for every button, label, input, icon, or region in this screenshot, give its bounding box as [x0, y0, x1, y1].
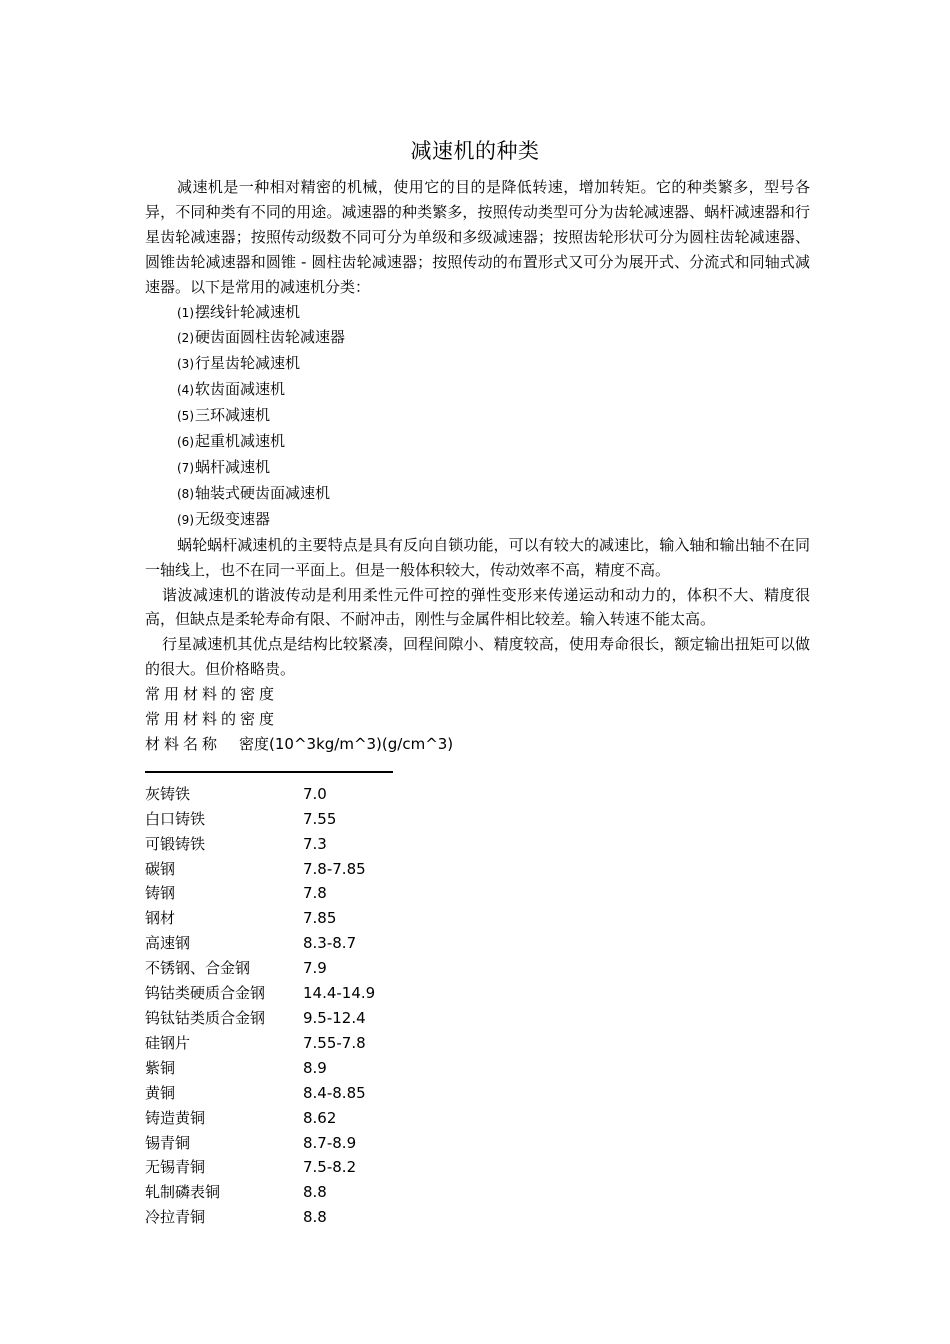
list-item — [145, 325, 810, 351]
table-row — [145, 1205, 375, 1230]
material-density: 7.9 — [303, 959, 327, 978]
material-density: 8.4-8.85 — [303, 1083, 366, 1102]
list-item — [145, 351, 810, 377]
material-name: 钨钛钴类质合金钢 — [145, 1009, 266, 1027]
material-density: 8.7-8.9 — [303, 1133, 357, 1152]
material-name: 高速钢 — [145, 934, 191, 953]
material-name: 钨钴类硬质合金钢 — [145, 984, 266, 1003]
density-table — [145, 782, 375, 1230]
table-row — [145, 1081, 375, 1106]
material-density: 7.55-7.8 — [303, 1033, 366, 1052]
density-heading: 常用材料的密度 — [145, 685, 279, 704]
material-name-header: 材料名称 — [145, 734, 222, 753]
material-density: 7.5-8.2 — [303, 1158, 357, 1177]
list-item — [145, 403, 810, 429]
table-row — [145, 1131, 375, 1156]
list-item-number: (5) — [177, 409, 194, 424]
material-density: 7.8 — [303, 884, 327, 903]
table-row — [145, 906, 375, 931]
table-row — [145, 807, 375, 832]
table-row — [145, 857, 375, 882]
table-row — [145, 1006, 375, 1031]
material-name: 白口铸铁 — [145, 809, 206, 828]
material-density: 8.9 — [303, 1058, 327, 1077]
list-item-number: (1) — [177, 305, 194, 320]
table-row — [145, 1155, 375, 1180]
density-value-header: 密度(10^3kg/m^3)(g/cm^3) — [239, 734, 454, 753]
material-density: 7.55 — [303, 809, 337, 828]
list-item-number: (8) — [177, 486, 194, 501]
material-density: 14.4-14.9 — [303, 984, 376, 1003]
density-heading-repeat: 常用材料的密度 — [145, 710, 279, 729]
material-name: 钢材 — [145, 909, 176, 928]
reducer-type-list — [145, 300, 810, 533]
intro-paragraph: 减速机是一种相对精密的机械，使用它的目的是降低转速，增加转矩。它的种类繁多，型号各异，不同种类有不同的用途。减速器的种类繁多，按照传动类型可分为齿轮减速器、蜗杆减速器和行星齿轮减速器；按照传动级数不同可分为单级和多级减速器；按照齿轮形状可分为圆柱齿轮减速器、圆锥齿轮减速器和圆锥 - 圆柱齿轮减速器；按照传动的布置形式又可分为展开式、分流式和同轴式减速器。以下是常用的减速机分类： — [145, 178, 810, 296]
material-density: 9.5-12.4 — [303, 1009, 366, 1027]
list-item-label: 硬齿面圆柱齿轮减速器 — [195, 328, 346, 347]
material-name: 锡青铜 — [145, 1133, 191, 1152]
list-item — [145, 507, 810, 533]
list-item-label: 轴装式硬齿面减速机 — [195, 483, 331, 502]
page-title: 减速机的种类 — [410, 139, 540, 163]
planetary-reducer-paragraph: 行星减速机其优点是结构比较紧凑，回程间隙小、精度较高，使用寿命很长，额定输出扭矩可以做的很大。但价格略贵。 — [145, 635, 810, 679]
density-table-header — [145, 732, 810, 757]
material-name: 紫铜 — [145, 1058, 176, 1077]
material-name: 硅钢片 — [145, 1033, 191, 1052]
table-row — [145, 881, 375, 906]
material-density: 8.8 — [303, 1183, 327, 1202]
material-name: 铸造黄铜 — [145, 1108, 206, 1127]
material-name: 碳钢 — [145, 859, 176, 878]
list-item — [145, 429, 810, 455]
list-item-label: 行星齿轮减速机 — [195, 354, 301, 373]
material-density: 8.8 — [303, 1208, 327, 1227]
list-item-number: (7) — [177, 460, 194, 475]
table-row — [145, 1106, 375, 1131]
material-density: 8.62 — [303, 1108, 337, 1127]
table-row — [145, 981, 375, 1006]
material-density: 7.3 — [303, 834, 327, 853]
material-name: 不锈钢、合金钢 — [145, 959, 251, 978]
material-name: 铸钢 — [145, 884, 176, 903]
table-row — [145, 1031, 375, 1056]
list-item-number: (4) — [177, 383, 194, 398]
material-name: 灰铸铁 — [145, 784, 191, 803]
list-item-label: 蜗杆减速机 — [195, 457, 271, 476]
list-item-label: 无级变速器 — [195, 509, 271, 528]
document-body — [145, 175, 810, 1230]
material-name: 轧制磷表铜 — [145, 1183, 221, 1202]
table-row — [145, 956, 375, 981]
list-item — [145, 481, 810, 507]
material-density: 7.85 — [303, 909, 337, 928]
list-item-number: (6) — [177, 435, 194, 450]
harmonic-reducer-paragraph: 谐波减速机的谐波传动是利用柔性元件可控的弹性变形来传递运动和动力的，体积不大、精度很高，但缺点是柔轮寿命有限、不耐冲击，刚性与金属件相比较差。输入转速不能太高。 — [145, 585, 810, 629]
table-row — [145, 1180, 375, 1205]
material-density: 8.3-8.7 — [303, 934, 357, 953]
material-name: 可锻铸铁 — [145, 834, 206, 853]
material-name: 黄铜 — [145, 1083, 176, 1102]
material-name: 无锡青铜 — [145, 1158, 206, 1177]
table-row — [145, 782, 375, 807]
list-item — [145, 455, 810, 481]
material-density: 7.0 — [303, 784, 327, 803]
list-item-number: (2) — [177, 331, 194, 346]
list-item — [145, 377, 810, 403]
list-item-label: 三环减速机 — [195, 406, 271, 425]
material-density: 7.8-7.85 — [303, 859, 366, 878]
worm-reducer-paragraph: 蜗轮蜗杆减速机的主要特点是具有反向自锁功能，可以有较大的减速比，输入轴和输出轴不在同一轴线上，也不在同一平面上。但是一般体积较大，传动效率不高，精度不高。 — [145, 535, 810, 579]
list-item-label: 起重机减速机 — [195, 432, 286, 451]
table-row — [145, 931, 375, 956]
table-row — [145, 832, 375, 857]
list-item-number: (3) — [177, 357, 194, 372]
list-item-label: 软齿面减速机 — [195, 380, 286, 399]
table-row — [145, 1056, 375, 1081]
header-divider — [145, 771, 393, 773]
material-name: 冷拉青铜 — [145, 1208, 206, 1227]
list-item-label: 摆线针轮减速机 — [195, 302, 301, 321]
list-item — [145, 300, 810, 326]
list-item-number: (9) — [177, 512, 194, 527]
